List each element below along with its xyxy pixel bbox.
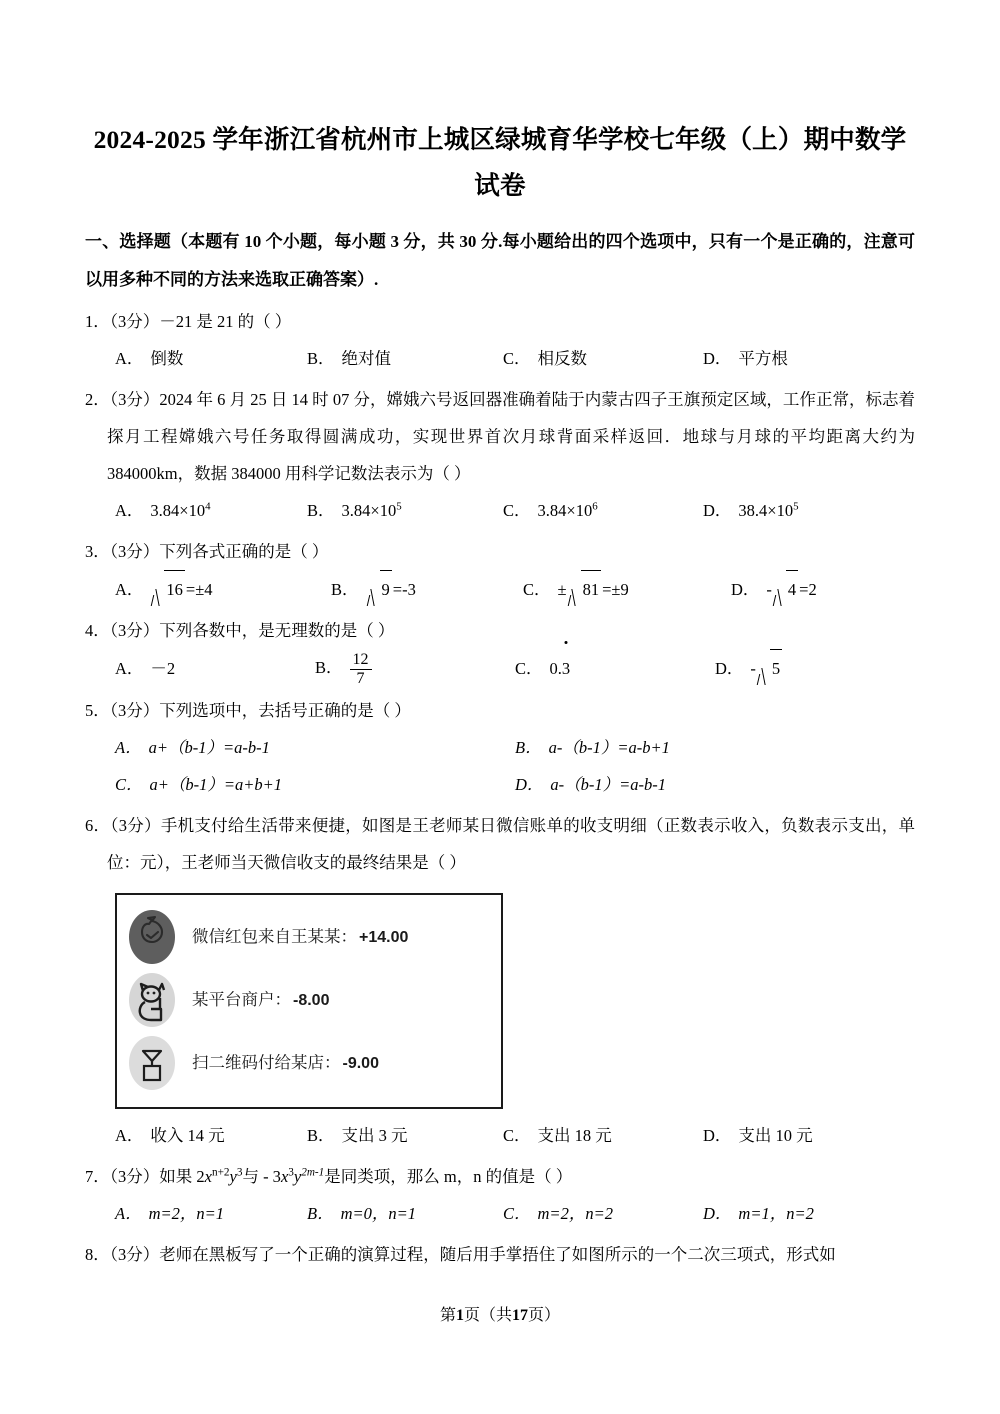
question-3-options (85, 570, 915, 608)
option-d-exponent: 5 (793, 500, 799, 513)
section-heading: 一、选择题（本题有 10 个小题，每小题 3 分，共 30 分.每小题给出的四个选项中，只有一个是正确的，注意可以用多种不同的方法来选取正确答案）. (85, 232, 915, 289)
wechat-bill-figure (115, 893, 503, 1109)
option-b[interactable] (307, 1117, 503, 1154)
option-a-text: 倒数 (150, 349, 184, 368)
option-d-label: D． (731, 580, 760, 599)
question-3-number: 3 (85, 542, 94, 561)
option-d-text: a-（b-1）=a-b-1 (550, 774, 667, 794)
option-d[interactable] (731, 570, 915, 608)
question-5-options-row-1 (85, 729, 915, 766)
option-a[interactable] (115, 650, 315, 687)
option-a-label: A． (115, 501, 144, 520)
option-d[interactable] (703, 1195, 915, 1232)
footer-suffix: 页） (528, 1307, 561, 1324)
option-b-mantissa: 3.84×10 (341, 501, 397, 520)
bill-row-text: 某平台商户： (192, 990, 291, 1010)
option-a-text: 收入 14 元 (150, 1125, 225, 1145)
option-a-label: A． (115, 737, 142, 757)
term1-exp2: 3 (236, 1166, 243, 1179)
term2-exp1: 3 (288, 1166, 294, 1179)
question-3-stem: 3．（3分）下列各式正确的是（ ） (85, 542, 329, 561)
option-d-prefix: - (766, 580, 772, 599)
question-5 (85, 692, 915, 803)
page-title: 2024-2025 学年浙江省杭州市上城区绿城育华学校七年级（上）期中数学试卷 (93, 125, 907, 200)
question-5-options-row-2 (85, 766, 915, 803)
option-d[interactable] (703, 340, 915, 377)
question-6-stem: 6．（3分）手机支付给生活带来便捷，如图是王老师某日微信账单的收支明细（正数表示收入，负数表示支出，单位：元），王老师当天微信收支的最终结果是（ ） (85, 815, 916, 872)
square-root-icon (756, 649, 782, 687)
option-a-text: a+（b-1）=a-b-1 (148, 737, 270, 757)
question-3-points: （3分） (109, 542, 160, 561)
option-a-suffix: =±4 (185, 580, 213, 599)
fraction (350, 651, 372, 688)
option-b-label: B． (331, 580, 359, 599)
option-b[interactable] (307, 492, 503, 529)
question-8 (85, 1236, 915, 1273)
option-a-label: A． (115, 1203, 142, 1223)
option-d-label: D． (703, 1125, 732, 1145)
term1-base2: y (229, 1166, 237, 1186)
question-5-number: 5 (85, 700, 94, 720)
option-d-suffix: =2 (799, 580, 817, 599)
option-a-label: A． (115, 349, 144, 368)
question-6-points: （3分） (110, 815, 161, 835)
option-b[interactable] (307, 340, 503, 377)
option-d[interactable] (703, 492, 915, 529)
option-d-text: 平方根 (738, 349, 788, 368)
question-3-text: 下列各式正确的是（ ） (159, 542, 329, 561)
term1-base1: x (204, 1166, 212, 1186)
footer-middle: 页（共 (463, 1307, 512, 1324)
footer-page-number: 1 (455, 1307, 464, 1324)
option-c-digit: 3 (561, 658, 571, 678)
bill-row-label (192, 1044, 379, 1082)
question-2-stem: 2．（3分）2024 年 6 月 25 日 14 时 07 分，嫦娥六号返回器准确着陆于内蒙古四子王旗预定区域，工作正常，标志着探月工程嫦娥六号任务取得圆满成功，实现世界首次月球背面采样返回．地球与月球的平均距离大约为 384000km，数据 384000 用科学记数法表示为（ ） (85, 390, 916, 483)
question-4-stem: 4．（3分）下列各数中，是无理数的是（ ） (85, 621, 395, 640)
option-b[interactable] (515, 729, 915, 766)
square-root-icon (772, 570, 798, 608)
option-d[interactable] (703, 1117, 915, 1154)
option-d-radicand: 4 (786, 570, 798, 608)
option-a-label: A． (115, 1125, 144, 1145)
option-c[interactable] (523, 570, 731, 608)
bill-row-text: 扫二维码付给某店： (192, 1053, 341, 1073)
question-1 (85, 303, 915, 377)
square-root-icon (567, 570, 602, 608)
option-c-label: C． (503, 349, 531, 368)
question-5-points: （3分） (109, 700, 160, 720)
option-c-mantissa: 3.84×10 (537, 501, 593, 520)
option-c-radicand: 81 (581, 570, 602, 608)
question-4-options (85, 649, 915, 688)
footer-prefix: 第 (439, 1307, 456, 1324)
option-a-text: m=2，n=1 (148, 1203, 225, 1223)
option-a[interactable] (115, 729, 515, 766)
question-4 (85, 612, 915, 688)
question-2-number: 2 (85, 390, 94, 409)
option-c-label: C． (515, 658, 543, 678)
option-d-mantissa: 38.4×10 (738, 501, 794, 520)
option-c-label: C． (115, 774, 143, 794)
question-7-lead: 如果 2 (159, 1166, 205, 1186)
option-c-label: C． (503, 501, 531, 520)
option-c-label: C． (523, 580, 551, 599)
option-c-text: 相反数 (537, 349, 588, 368)
bill-row-text: 微信红包来自王某某： (192, 927, 357, 947)
question-7-tail: 是同类项，那么 m，n 的值是（ ） (324, 1166, 573, 1186)
bill-row-label (192, 918, 408, 956)
option-c-prefix: ± (557, 580, 567, 599)
option-b-denominator: 7 (350, 669, 372, 688)
question-8-points: （3分） (109, 1244, 160, 1264)
term2-exp2: 2m-1 (301, 1166, 325, 1179)
option-b-text: 支出 3 元 (341, 1125, 408, 1145)
bill-row-amount: -8.00 (293, 992, 330, 1010)
option-d-label: D． (515, 774, 544, 794)
question-7 (85, 1158, 915, 1232)
option-a-label: A． (115, 658, 144, 678)
bill-row-amount: +14.00 (359, 929, 409, 947)
question-7-mid: 与 - 3 (242, 1166, 281, 1186)
question-2-text: 2024 年 6 月 25 日 14 时 07 分，嫦娥六号返回器准确着陆于内蒙古四子王旗预定区域，工作正常，标志着探月工程嫦娥六号任务取得圆满成功，实现世界首次月球背面采样返回．地球与月球的平均距离大约为 384000km，数据 384000 用科学记数法表示为（ ） (107, 390, 916, 483)
bill-row-amount: -9.00 (342, 1055, 379, 1073)
term1-exp1: n+2 (211, 1166, 230, 1179)
option-c[interactable] (503, 1117, 703, 1154)
option-b[interactable] (307, 1195, 503, 1232)
option-d-radicand: 5 (770, 649, 782, 687)
option-c-text: a+（b-1）=a+b+1 (149, 774, 283, 794)
term2-base1: x (280, 1166, 289, 1186)
option-c[interactable]: C． 0. 3 (515, 650, 715, 687)
red-packet-icon (129, 910, 175, 964)
qr-scan-icon (129, 1036, 175, 1090)
option-b-text: 绝对值 (341, 349, 392, 368)
option-a[interactable] (115, 1117, 307, 1154)
question-1-number: 1 (85, 312, 94, 331)
bill-row (117, 969, 501, 1032)
option-c[interactable] (503, 492, 703, 529)
option-b-label: B． (307, 1203, 334, 1223)
option-d-label: D． (703, 501, 732, 520)
question-1-stem: 1．（3分）－21 是 21 的（ ） (85, 312, 292, 331)
question-2-points: （3分） (109, 390, 160, 409)
option-c[interactable] (503, 340, 703, 377)
question-6 (85, 807, 915, 1154)
question-4-text: 下列各数中，是无理数的是（ ） (159, 621, 395, 640)
repeating-dot-icon (565, 641, 568, 644)
question-5-stem: 5．（3分）下列选项中，去括号正确的是（ ） (85, 700, 411, 720)
question-2-options (85, 492, 915, 529)
option-b[interactable] (315, 649, 515, 688)
option-b-exponent: 5 (396, 500, 402, 513)
question-7-options (85, 1195, 915, 1232)
question-1-text: －21 是 21 的（ ） (159, 312, 292, 331)
option-a-exponent: 4 (205, 500, 211, 513)
merchant-cat-icon (129, 973, 175, 1027)
bill-row (117, 906, 501, 969)
option-d[interactable] (715, 649, 915, 687)
option-a-radicand: 16 (164, 570, 185, 608)
option-d-label: D． (703, 1203, 732, 1223)
square-root-icon (366, 570, 392, 608)
option-b-text: a-（b-1）=a-b+1 (548, 737, 670, 757)
option-a[interactable] (115, 1195, 307, 1232)
question-4-number: 4 (85, 621, 94, 640)
question-7-points: （3分） (109, 1166, 160, 1186)
question-8-text: 老师在黑板写了一个正确的演算过程，随后用手掌捂住了如图所示的一个二次三项式，形式如 (159, 1244, 836, 1264)
question-4-points: （3分） (109, 621, 160, 640)
option-b-numerator: 12 (352, 651, 369, 669)
option-b-label: B． (307, 349, 335, 368)
question-1-points: （3分） (109, 312, 160, 331)
option-c-label: C． (503, 1203, 531, 1223)
question-3 (85, 533, 915, 608)
bill-row (117, 1032, 501, 1095)
option-a-mantissa: 3.84×10 (150, 501, 206, 520)
question-8-stem: 8．（3分）老师在黑板写了一个正确的演算过程，随后用手掌捂住了如图所示的一个二次三项式，形式如 (85, 1244, 836, 1264)
question-7-stem: 7．（3分）如果 $2x^{n+2}y^3$与 - $3x^3y^{2m-1}$是同类项，那么 m，n 的值是（ ） (85, 1166, 573, 1186)
question-7-number: 7 (85, 1166, 94, 1186)
repeating-decimal (562, 650, 570, 687)
term2-base2: y (293, 1166, 302, 1186)
option-d-prefix: - (750, 659, 756, 679)
page-footer (0, 1302, 1000, 1325)
option-a-text: －2 (150, 658, 176, 678)
option-d[interactable] (515, 766, 915, 803)
option-b-label: B． (515, 737, 542, 757)
option-c-suffix: =±9 (602, 580, 629, 599)
option-c-label: C． (503, 1125, 531, 1145)
option-d-text: m=1，n=2 (738, 1203, 814, 1223)
option-c-text: m=2，n=2 (537, 1203, 613, 1223)
bill-row-label (192, 981, 329, 1019)
option-b[interactable] (331, 570, 523, 608)
square-root-icon (150, 570, 185, 608)
option-c-text: 支出 18 元 (537, 1125, 612, 1145)
option-c-exponent: 6 (592, 500, 598, 513)
option-a[interactable] (115, 492, 307, 529)
option-b-text: m=0，n=1 (340, 1203, 417, 1223)
option-b-suffix: =-3 (392, 580, 416, 599)
question-6-options (85, 1117, 915, 1154)
option-b-label: B． (307, 1125, 335, 1145)
question-2 (85, 381, 915, 529)
option-b-label: B． (307, 501, 335, 520)
question-1-options (85, 340, 915, 377)
option-a-label: A． (115, 580, 144, 599)
question-6-number: 6 (85, 815, 94, 835)
question-8-number: 8 (85, 1244, 94, 1264)
question-5-text: 下列选项中，去括号正确的是（ ） (159, 700, 411, 720)
question-6-text: 手机支付给生活带来便捷，如图是王老师某日微信账单的收支明细（正数表示收入，负数表示支出，单位：元），王老师当天微信收支的最终结果是（ ） (107, 815, 916, 872)
option-d-label: D． (715, 659, 744, 679)
option-a[interactable] (115, 340, 307, 377)
option-d-text: 支出 10 元 (738, 1125, 813, 1145)
option-c[interactable] (115, 766, 515, 803)
option-b-label: B． (315, 658, 343, 677)
option-c[interactable] (503, 1195, 703, 1232)
option-a[interactable] (115, 570, 331, 608)
option-b-radicand: 9 (380, 570, 392, 608)
footer-total-pages: 17 (512, 1307, 528, 1324)
option-d-label: D． (703, 349, 732, 368)
